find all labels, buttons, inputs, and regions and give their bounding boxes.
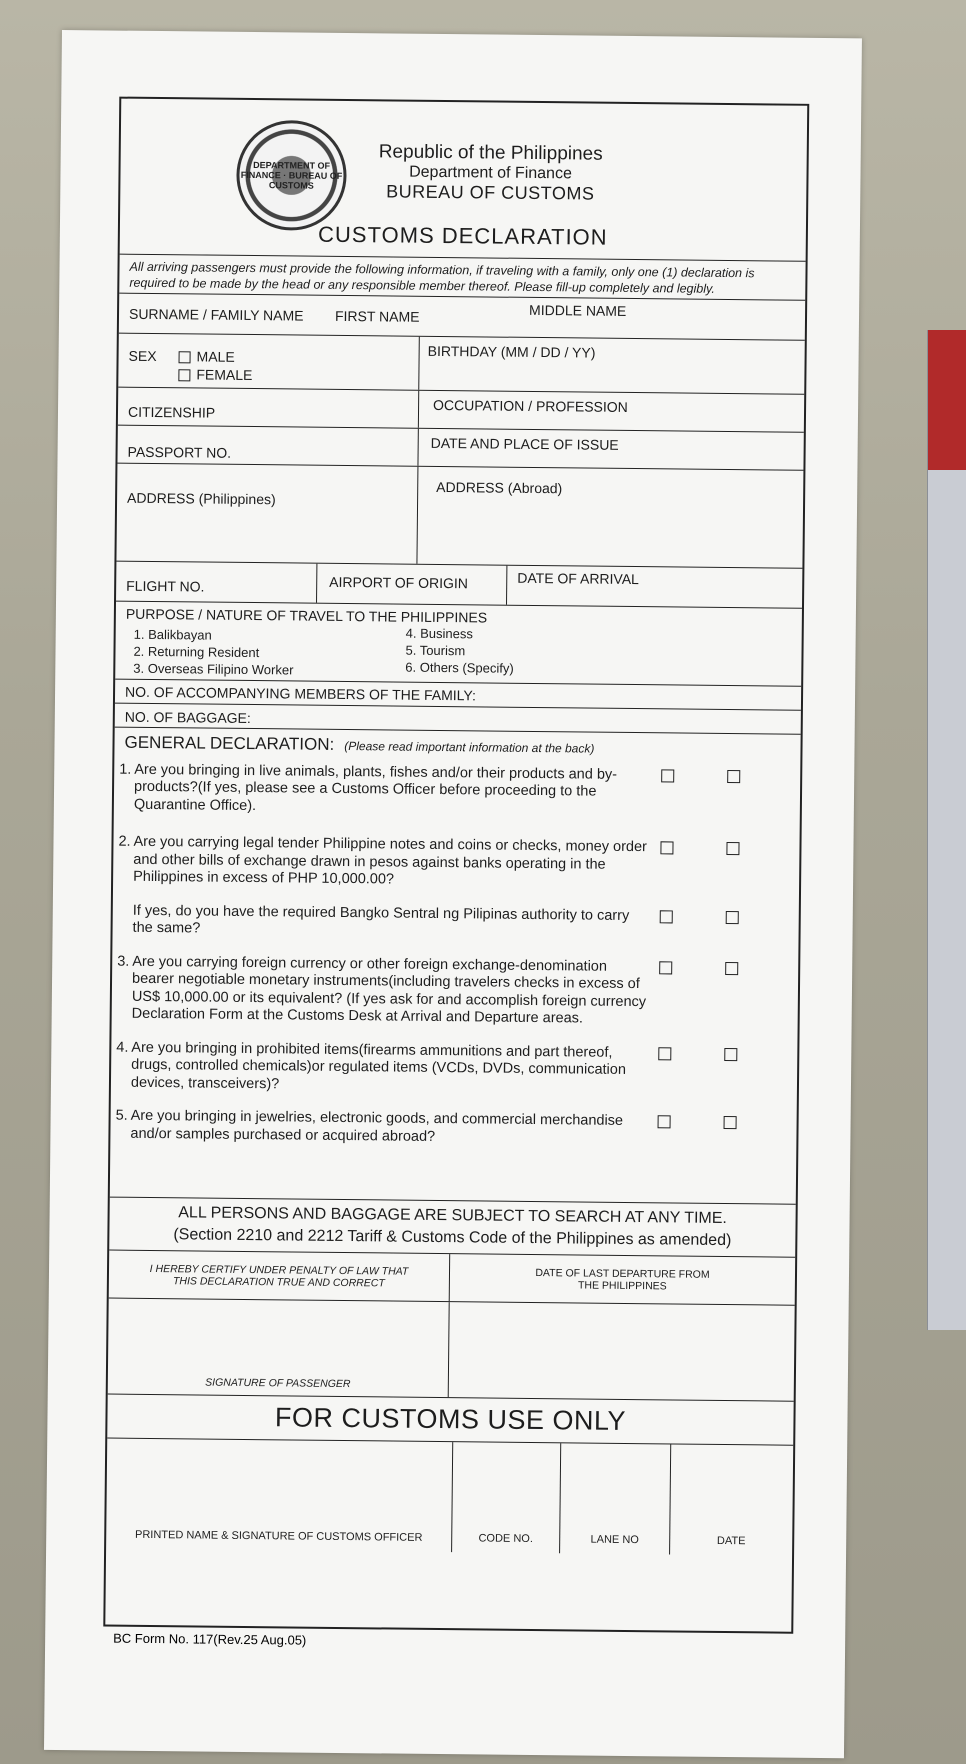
question-2b-no-checkbox[interactable]: [726, 910, 739, 923]
lane-no-label: LANE NO: [590, 1533, 639, 1547]
customs-declaration-sheet: [44, 30, 862, 1758]
occupation-cell[interactable]: [418, 391, 804, 432]
date-label: DATE: [716, 1534, 746, 1548]
birthday-label: BIRTHDAY (MM / DD / YY): [427, 342, 596, 361]
certify-text: I HEREBY CERTIFY UNDER PENALTY OF LAW THAT THIS DECLARATION TRUE AND CORRECT: [149, 1262, 409, 1289]
surname-label: SURNAME / FAMILY NAME: [128, 305, 304, 324]
background-red-card: [928, 330, 966, 470]
last-departure-cell: [449, 1254, 795, 1305]
purpose-option-4[interactable]: 4. Business: [405, 625, 473, 642]
code-no-label: CODE NO.: [478, 1532, 533, 1546]
question-5-yes-checkbox[interactable]: [658, 1115, 671, 1128]
purpose-list-right: [405, 625, 514, 677]
form-title: CUSTOMS DECLARATION: [317, 221, 608, 250]
code-no-cell[interactable]: [451, 1442, 560, 1553]
citizenship-label: CITIZENSHIP: [127, 403, 216, 421]
question-1-no-checkbox[interactable]: [727, 770, 740, 783]
search-notice: [109, 1198, 796, 1258]
general-declaration: [110, 728, 801, 1205]
accompanying-label: NO. OF ACCOMPANYING MEMBERS OF THE FAMILY:: [124, 683, 476, 704]
signature-label: SIGNATURE OF PASSENGER: [205, 1376, 351, 1391]
question-5-no-checkbox[interactable]: [724, 1116, 737, 1129]
birthday-cell[interactable]: [418, 337, 805, 394]
officer-name-label: PRINTED NAME & SIGNATURE OF CUSTOMS OFFICER: [134, 1528, 423, 1544]
question-2-no-checkbox[interactable]: [726, 842, 739, 855]
officer-row: [106, 1439, 793, 1556]
general-note: (Please read important information at the back): [344, 738, 595, 756]
male-checkbox[interactable]: [179, 352, 191, 364]
customs-use-heading: FOR CUSTOMS USE ONLY: [107, 1395, 793, 1446]
sex-label: SEX: [128, 347, 157, 365]
question-4-yes-checkbox[interactable]: [658, 1047, 671, 1060]
question-2-followup: If yes, do you have the required Bangko Sentral ng Pilipinas authority to carry the same?: [113, 902, 799, 944]
form-number: BC Form No. 117(Rev.25 Aug.05): [113, 1630, 307, 1648]
bureau-seal-icon: DEPARTMENT OF FINANCE · BUREAU OF CUSTOMS: [236, 120, 347, 231]
address-abroad-cell[interactable]: [416, 467, 803, 568]
question-1: 1. Are you bringing in live animals, plants, fishes and/or their products and by-products?(If yes, please see a Customs Officer before proceeding to the Quarantine Office).: [114, 761, 801, 821]
date-arrival-cell[interactable]: [506, 566, 802, 608]
purpose-heading: PURPOSE / NATURE OF TRAVEL TO THE PHILIPPINES: [125, 605, 488, 626]
question-3: 3. Are you carrying foreign currency or other foreign exchange-denomination bearer negotiable monetary instruments(including travelers checks in excess of US$ 10,000.00 or its equivalent? (If yes ask for and accomplish foreign currency Declaration Form at the Customs Desk at Arrival and Departure areas.: [112, 953, 799, 1030]
purpose-row: [115, 602, 802, 687]
purpose-option-1[interactable]: 1. Balikbayan: [133, 626, 212, 643]
baggage-label: NO. OF BAGGAGE:: [124, 708, 251, 727]
department-label: Department of Finance: [409, 163, 572, 183]
search-notice-line1: ALL PERSONS AND BAGGAGE ARE SUBJECT TO SEARCH AT ANY TIME.: [178, 1204, 727, 1228]
republic-label: Republic of the Philippines: [378, 141, 603, 165]
question-4-no-checkbox[interactable]: [724, 1047, 737, 1060]
female-checkbox[interactable]: [178, 370, 190, 382]
purpose-option-6[interactable]: 6. Others (Specify): [405, 659, 514, 676]
last-departure-input[interactable]: [448, 1302, 795, 1401]
first-name-label: FIRST NAME: [334, 307, 420, 325]
passport-label: PASSPORT NO.: [127, 443, 232, 461]
question-3-no-checkbox[interactable]: [725, 961, 738, 974]
date-place-issue-cell[interactable]: [417, 429, 803, 470]
question-3-yes-checkbox[interactable]: [659, 961, 672, 974]
agency-names: [360, 141, 621, 205]
question-1-yes-checkbox[interactable]: [661, 769, 674, 782]
question-5: 5. Are you bringing in jewelries, electronic goods, and commercial merchandise and/or samples purchased or acquired abroad?: [110, 1108, 796, 1150]
male-option[interactable]: MALE: [179, 348, 235, 365]
question-2-yes-checkbox[interactable]: [660, 841, 673, 854]
bureau-label: BUREAU OF CUSTOMS: [386, 181, 595, 204]
signature-cell[interactable]: [108, 1299, 449, 1398]
date-place-issue-label: DATE AND PLACE OF ISSUE: [430, 434, 619, 453]
search-notice-line2: (Section 2210 and 2212 Tariff & Customs Code of the Philippines as amended): [173, 1226, 732, 1250]
lane-no-cell[interactable]: [559, 1443, 670, 1554]
address-ph-label: ADDRESS (Philippines): [127, 489, 276, 508]
airport-origin-cell[interactable]: [316, 564, 506, 605]
instructions-text: All arriving passengers must provide the following information, if traveling with a family, only one (1) declaration is required to be made by the head or any responsible member thereof. Please fill-up completely and legibly.: [119, 255, 805, 301]
signature-row: [108, 1299, 795, 1402]
question-4: 4. Are you bringing in prohibited items(firearms ammunitions and part thereof, drugs, controlled chemicals)or regulated items (VCDs, DVDs, communication devices, transceivers)?: [111, 1039, 798, 1099]
certify-row: [109, 1251, 795, 1306]
occupation-label: OCCUPATION / PROFESSION: [433, 396, 628, 415]
flight-no-label: FLIGHT NO.: [126, 577, 205, 595]
question-2b-yes-checkbox[interactable]: [660, 910, 673, 923]
female-option[interactable]: FEMALE: [178, 366, 252, 383]
purpose-list-left: [133, 626, 294, 679]
purpose-option-5[interactable]: 5. Tourism: [405, 642, 466, 659]
last-departure-label: DATE OF LAST DEPARTURE FROM THE PHILIPPINES: [535, 1266, 710, 1292]
officer-signature-cell[interactable]: [106, 1439, 452, 1553]
purpose-option-3[interactable]: 3. Overseas Filipino Worker: [133, 660, 294, 678]
declaration-form: [103, 97, 809, 1634]
background-paper-right: [927, 330, 966, 1330]
sex-birthday-row: [118, 334, 805, 395]
date-arrival-label: DATE OF ARRIVAL: [517, 569, 639, 588]
date-cell[interactable]: [669, 1444, 793, 1555]
airport-origin-label: AIRPORT OF ORIGIN: [329, 573, 469, 592]
certify-cell: [109, 1251, 449, 1302]
form-header: [120, 99, 808, 262]
address-abroad-label: ADDRESS (Abroad): [436, 478, 563, 497]
question-2: 2. Are you carrying legal tender Philippine notes and coins or checks, money order and other bills of exchange drawn in pesos against banks operating in the Philippines in excess of PHP 10,000.00?: [113, 834, 800, 894]
middle-name-label: MIDDLE NAME: [529, 301, 627, 319]
address-row: [116, 464, 803, 569]
purpose-option-2[interactable]: 2. Returning Resident: [133, 643, 260, 661]
general-heading: GENERAL DECLARATION:: [124, 732, 335, 754]
